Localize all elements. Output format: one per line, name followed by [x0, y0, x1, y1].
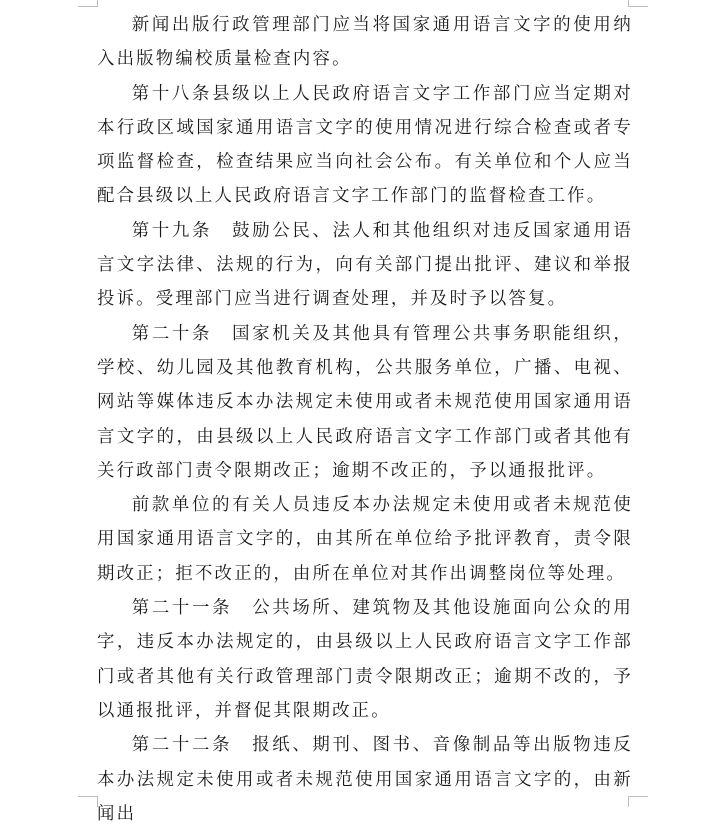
paragraph-article-22: 第二十二条 报纸、期刊、图书、音像制品等出版物违反本办法规定未使用或者未规范使用国家通用语言文字的，由新闻出 — [97, 735, 633, 824]
crop-mark-top-left-vertical — [97, 0, 98, 7]
paragraph-article-20-personnel: 前款单位的有关人员违反本办法规定未使用或者未规范使用国家通用语言文字的，由其所在单位给予批评教育，责令限期改正；拒不改正的，由所在单位对其作出调整岗位等处理。 — [97, 495, 633, 584]
paragraph-publication-inspection: 新闻出版行政管理部门应当将国家通用语言文字的使用纳入出版物编校质量检查内容。 — [97, 15, 633, 70]
crop-mark-top-left — [78, 6, 98, 7]
crop-mark-top-right — [628, 6, 648, 7]
crop-mark-top-right-vertical — [628, 0, 629, 7]
paragraph-article-19: 第十九条 鼓励公民、法人和其他组织对违反国家通用语言文字法律、法规的行为，向有关部门提出批评、建议和举报投诉。受理部门应当进行调查处理，并及时予以答复。 — [97, 220, 633, 310]
paragraph-article-21: 第二十一条 公共场所、建筑物及其他设施面向公众的用字，违反本办法规定的，由县级以上人民政府语言文字工作部门或者其他有关行政管理部门责令限期改正；逾期不改的，予以通报批评，并督促其限期改正。 — [97, 598, 633, 721]
paragraph-article-20: 第二十条 国家机关及其他具有管理公共事务职能组织，学校、幼儿园及其他教育机构，公共服务单位，广播、电视、网站等媒体违反本办法规定未使用或者未规范使用国家通用语言文字的，由县级以上人民政府语言文字工作部门或者其他有关行政部门责令限期改正；逾期不改正的，予以通报批评。 — [97, 323, 633, 481]
document-body — [97, 8, 633, 831]
crop-mark-bottom-left — [78, 796, 98, 797]
paragraph-article-18: 第十八条县级以上人民政府语言文字工作部门应当定期对本行政区域国家通用语言文字的使用情况进行综合检查或者专项监督检查，检查结果应当向社会公布。有关单位和个人应当配合县级以上人民政府语言文字工作部门的监督检查工作。 — [97, 83, 633, 207]
